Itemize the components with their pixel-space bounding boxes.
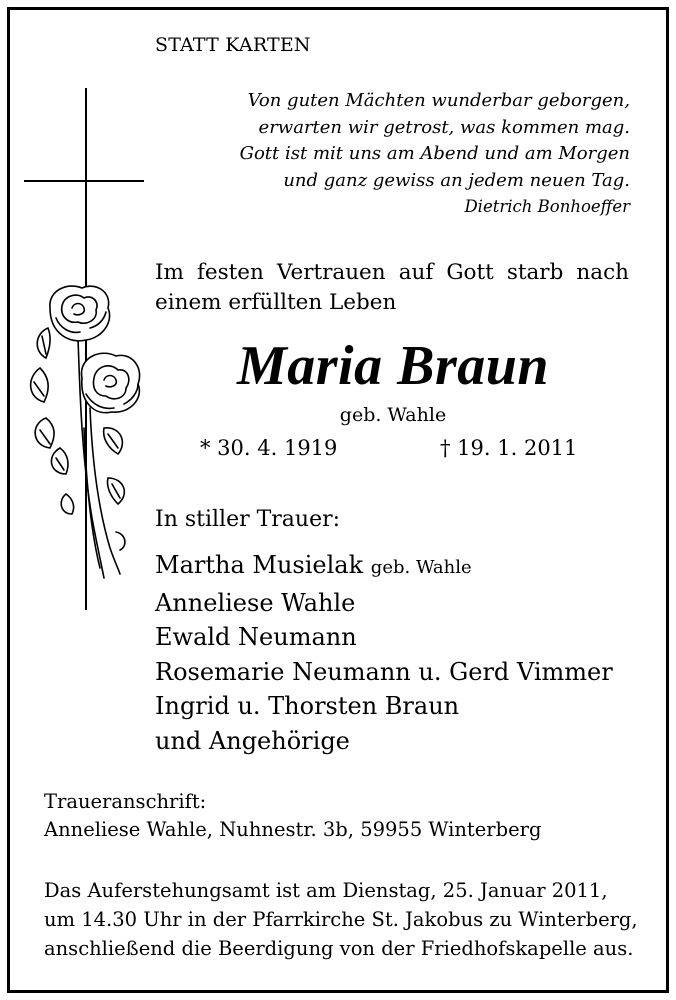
mourner [155, 586, 613, 621]
intro-word: nach [576, 260, 629, 285]
address-label: Traueranschrift: [44, 790, 207, 813]
intro-word: Vertrauen [276, 260, 386, 285]
mourner [155, 724, 613, 759]
service-line: Das Auferstehungsamt ist am Dienstag, 25. Januar 2011, [44, 879, 608, 902]
quote-line: Von guten Mächten wunderbar geborgen, [247, 90, 630, 111]
mourning-heading: In stiller Trauer: [155, 507, 341, 532]
service-info [44, 876, 638, 963]
quote-author: Dietrich Bonhoeffer [464, 197, 630, 216]
birth-date: * 30. 4. 1919 [200, 436, 338, 460]
mourner-name: Ingrid u. Thorsten Braun [155, 692, 460, 720]
mourner [155, 655, 613, 690]
rose-icon [20, 278, 150, 588]
mourner-suffix: geb. Wahle [370, 557, 472, 578]
intro-word: starb [506, 260, 564, 285]
service-line: um 14.30 Uhr in der Pfarrkirche St. Jakobus zu Winterberg, [44, 908, 638, 931]
address-block [44, 788, 541, 844]
mourner [155, 620, 613, 655]
mourner-name: Anneliese Wahle [155, 588, 356, 617]
address-line: Anneliese Wahle, Nuhnestr. 3b, 59955 Winterberg [44, 818, 542, 841]
intro-line-1 [155, 258, 629, 288]
mourner-list [155, 548, 613, 758]
intro-word: auf [398, 260, 434, 285]
death-date: † 19. 1. 2011 [440, 436, 578, 460]
deceased-nee: geb. Wahle [339, 404, 447, 426]
intro-word: Im [155, 260, 184, 285]
mourner-name: Ewald Neumann [155, 623, 357, 651]
notice-header: STATT KARTEN [155, 34, 311, 56]
service-line: anschließend die Beerdigung von der Friedhofskapelle aus. [44, 937, 634, 960]
intro-line-2: einem erfüllten Leben [155, 290, 397, 315]
intro-word: Gott [446, 260, 494, 285]
intro-text [155, 258, 629, 318]
mourner [155, 689, 613, 724]
quote-block [240, 88, 630, 221]
cross-icon-bar [24, 180, 144, 182]
quote-line: und ganz gewiss an jedem neuen Tag. [283, 169, 630, 191]
mourner [155, 548, 613, 586]
quote-line: erwarten wir getrost, was kommen mag. [258, 116, 630, 138]
deceased-name: Maria Braun [236, 335, 550, 397]
mourner-name: Rosemarie Neumann u. Gerd Vimmer [155, 657, 613, 686]
mourner-name: und Angehörige [155, 726, 350, 755]
quote-line: Gott ist mit uns am Abend und am Morgen [239, 143, 630, 164]
intro-word: festen [196, 260, 264, 285]
mourner-name: Martha Musielak [155, 551, 364, 579]
